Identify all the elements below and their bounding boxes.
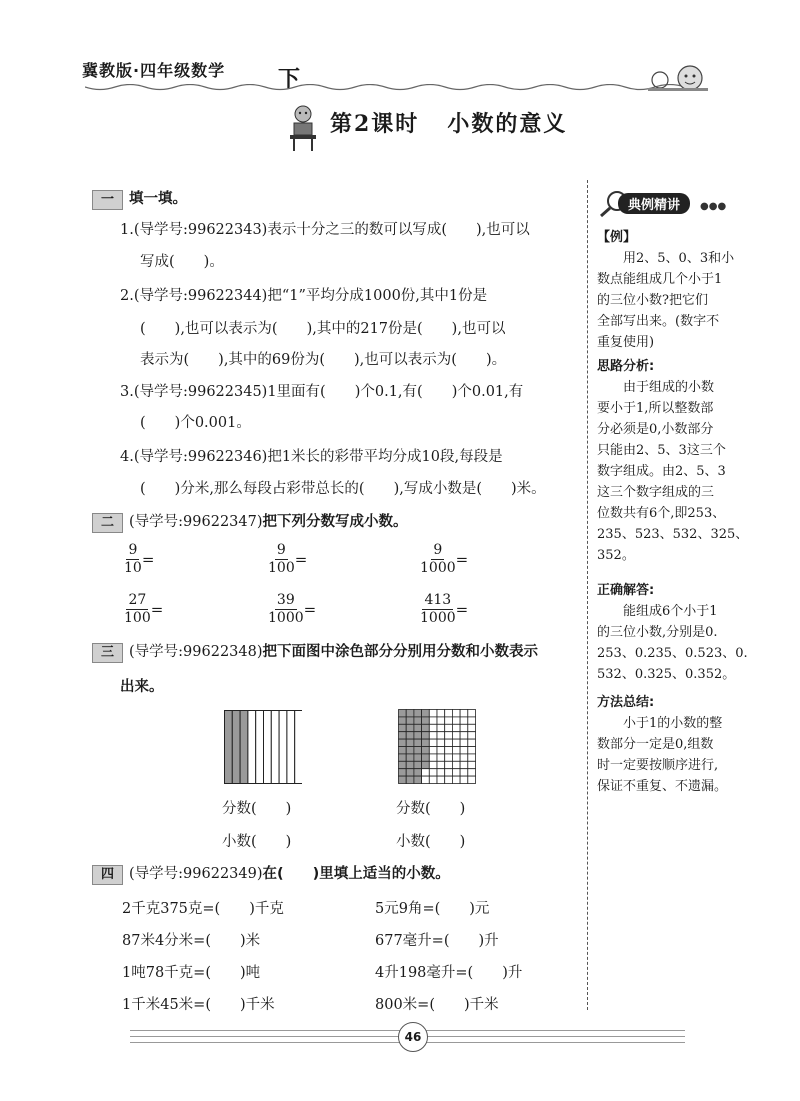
conversion-item: 4升198毫升=( )升 — [375, 965, 523, 981]
header-wave-line — [85, 84, 685, 94]
hundredth-cell — [452, 747, 460, 754]
conversion-item: 87米4分米=( )米 — [122, 933, 261, 949]
analysis-text: 由于组成的小数 要小于1,所以整数部 分必须是0,小数部分 只能由2、5、3这三个 数字组成。由2、5、3 这三个数字组成的三 位数共有6个,即253、 235、523、532、325、 352。 — [597, 380, 749, 563]
section3-title-line1: 把下面图中涂色部分分别用分数和小数表示 — [262, 644, 539, 660]
section1-label: 一 — [92, 190, 123, 210]
hundredth-cell — [445, 710, 453, 717]
left-decimal-blank: 小数( ) — [222, 834, 292, 850]
hundredth-cell — [437, 776, 445, 783]
answer-text: 能组成6个小于1 的三位小数,分别是0. 253、0.235、0.523、0. 532、0.325、0.352。 — [597, 604, 748, 682]
q3-line1: 3.(导学号:99622345)1里面有( )个0.1,有( )个0.01,有 — [120, 384, 524, 400]
hundredth-cell — [468, 761, 476, 768]
shaded-hundredth — [399, 710, 407, 717]
shaded-hundredth — [406, 717, 414, 724]
shaded-hundredth — [414, 754, 422, 761]
shaded-hundredth — [399, 761, 407, 768]
hundredth-cell — [460, 776, 468, 783]
column-divider — [587, 180, 588, 1010]
shaded-hundredth — [414, 732, 422, 739]
hundredth-cell — [468, 739, 476, 746]
tenth-strip — [295, 711, 302, 784]
q1-line1: 1.(导学号:99622343)表示十分之三的数可以写成( ),也可以 — [120, 222, 530, 238]
shaded-hundredth — [399, 747, 407, 754]
shaded-tenth — [225, 711, 233, 784]
shaded-hundredth — [422, 717, 430, 724]
book-label: 冀教版·四年级数学 — [82, 61, 226, 80]
section4-label: 四 — [92, 865, 123, 885]
tenth-strip — [264, 711, 272, 784]
hundredth-cell — [429, 724, 437, 731]
q2-line1: 2.(导学号:99622344)把“1”平均分成1000份,其中1份是 — [120, 288, 488, 304]
shaded-hundredth — [422, 761, 430, 768]
hundredth-cell — [468, 717, 476, 724]
q4-line2: ( )分米,那么每段占彩带总长的( ),写成小数是( )米。 — [140, 481, 546, 497]
shaded-hundredth — [422, 754, 430, 761]
hundredth-cell — [437, 717, 445, 724]
q4-line1: 4.(导学号:99622346)把1米长的彩带平均分成10段,每段是 — [120, 449, 503, 465]
hundredth-cell — [445, 724, 453, 731]
hundredth-cell — [429, 739, 437, 746]
hundredth-cell — [468, 724, 476, 731]
section3-label: 三 — [92, 643, 123, 663]
section4-title: 在( )里填上适当的小数。 — [262, 866, 450, 882]
hundredth-cell — [422, 776, 430, 783]
section4-prefix: (导学号:99622349) — [129, 866, 263, 882]
hundredth-cell — [468, 769, 476, 776]
fraction-item: $\frac{9}{10}$ = — [124, 542, 155, 576]
shaded-tenth — [232, 711, 240, 784]
shaded-hundredth — [414, 776, 422, 783]
hundredth-cell — [437, 710, 445, 717]
tenth-strip — [271, 711, 279, 784]
analysis-title: 思路分析: — [597, 359, 655, 374]
hundredth-cell — [468, 747, 476, 754]
shaded-hundredth — [406, 769, 414, 776]
badge-dots-icon: ●●● — [700, 201, 727, 212]
shaded-hundredth — [414, 710, 422, 717]
hundredth-cell — [452, 717, 460, 724]
section3-heading — [92, 640, 538, 663]
hundredth-cell — [452, 739, 460, 746]
hundredth-cell — [460, 710, 468, 717]
hundredth-cell — [468, 776, 476, 783]
hundredth-cell — [445, 732, 453, 739]
tenth-strip — [287, 711, 295, 784]
shaded-hundredth — [399, 717, 407, 724]
hundredth-cell — [452, 710, 460, 717]
lesson-number: 第2课时 — [330, 111, 420, 137]
page-number: 46 — [398, 1022, 428, 1052]
fraction-item: $\frac{413}{1000}$ = — [420, 592, 469, 626]
example-text: 用2、5、0、3和小 数点能组成几个小于1 的三位小数?把它们 全部写出来。(数字不 重复使用) — [597, 251, 735, 350]
hundredth-cell — [468, 754, 476, 761]
shaded-hundredth — [399, 769, 407, 776]
hundredth-cell — [437, 754, 445, 761]
shaded-hundredth — [399, 739, 407, 746]
header-kids-icon — [640, 58, 712, 98]
hundredth-cell — [437, 739, 445, 746]
hundredth-cell — [445, 769, 453, 776]
shaded-hundredth — [406, 710, 414, 717]
section4-heading — [92, 862, 450, 885]
hundredth-cell — [460, 747, 468, 754]
shaded-hundredth — [399, 724, 407, 731]
section1-heading — [92, 187, 187, 210]
sidebar-badge: 典例精讲 — [618, 193, 690, 214]
lesson-topic: 小数的意义 — [447, 111, 568, 137]
hundredth-cell — [445, 747, 453, 754]
tenth-strip — [248, 711, 256, 784]
section2-label: 二 — [92, 513, 123, 533]
fraction-item: $\frac{39}{1000}$ = — [268, 592, 317, 626]
conversion-item: 800米=( )千米 — [375, 997, 499, 1013]
hundredth-cell — [429, 754, 437, 761]
conversion-item: 1吨78千克=( )吨 — [122, 965, 261, 981]
shaded-hundredth — [422, 747, 430, 754]
conversion-item: 677毫升=( )升 — [375, 933, 499, 949]
hundredth-cell — [460, 732, 468, 739]
section2-title: 把下列分数写成小数。 — [262, 514, 408, 530]
section1-title: 填一填。 — [129, 191, 188, 207]
hundredth-cell — [452, 761, 460, 768]
shaded-hundredth — [406, 761, 414, 768]
shaded-hundredth — [399, 732, 407, 739]
shaded-hundredth — [406, 732, 414, 739]
tenths-diagram — [224, 710, 302, 784]
hundredth-cell — [429, 769, 437, 776]
hundredth-cell — [445, 776, 453, 783]
hundredth-cell — [437, 761, 445, 768]
hundredth-cell — [437, 732, 445, 739]
hundredth-cell — [460, 739, 468, 746]
q2-line2: ( ),也可以表示为( ),其中的217份是( ),也可以 — [140, 321, 506, 337]
shaded-hundredth — [399, 754, 407, 761]
hundredth-cell — [437, 769, 445, 776]
shaded-hundredth — [414, 717, 422, 724]
right-decimal-blank: 小数( ) — [396, 834, 466, 850]
shaded-hundredth — [406, 747, 414, 754]
lesson-title — [330, 107, 567, 138]
student-at-desk-icon — [288, 103, 318, 153]
shaded-hundredth — [406, 776, 414, 783]
left-fraction-blank: 分数( ) — [222, 801, 292, 817]
fraction-item: $\frac{9}{1000}$ = — [420, 542, 469, 576]
tenth-strip — [279, 711, 287, 784]
hundredth-cell — [460, 724, 468, 731]
hundredth-cell — [445, 739, 453, 746]
example-tag: 【例】 — [597, 230, 637, 245]
shaded-hundredth — [422, 724, 430, 731]
volume-label: 下 — [278, 67, 301, 92]
fraction-item: $\frac{9}{100}$ = — [268, 542, 308, 576]
shaded-tenth — [240, 711, 248, 784]
q2-line3: 表示为( ),其中的69份为( ),也可以表示为( )。 — [140, 352, 507, 368]
shaded-hundredth — [414, 761, 422, 768]
hundredth-cell — [460, 769, 468, 776]
hundredth-cell — [445, 754, 453, 761]
right-fraction-blank: 分数( ) — [396, 801, 466, 817]
section3-prefix: (导学号:99622348) — [129, 644, 263, 660]
shaded-hundredth — [422, 739, 430, 746]
shaded-hundredth — [406, 724, 414, 731]
hundredth-cell — [429, 732, 437, 739]
shaded-hundredth — [414, 739, 422, 746]
method-title: 方法总结: — [597, 695, 655, 710]
hundredth-cell — [452, 732, 460, 739]
hundredth-cell — [445, 717, 453, 724]
hundredth-cell — [460, 754, 468, 761]
hundredth-cell — [422, 769, 430, 776]
shaded-hundredth — [406, 739, 414, 746]
method-text: 小于1的小数的整 数部分一定是0,组数 时一定要按顺序进行, 保证不重复、不遗漏。 — [597, 716, 728, 794]
hundredth-cell — [452, 776, 460, 783]
tenth-strip — [256, 711, 264, 784]
shaded-hundredth — [422, 710, 430, 717]
shaded-hundredth — [422, 732, 430, 739]
hundredth-cell — [445, 761, 453, 768]
section2-heading — [92, 510, 408, 533]
conversion-item: 2千克375克=( )千克 — [122, 901, 284, 917]
answer-title: 正确解答: — [597, 583, 655, 598]
hundredth-cell — [429, 710, 437, 717]
section3-title-line2: 出来。 — [120, 679, 164, 695]
hundredth-cell — [452, 724, 460, 731]
fraction-item: $\frac{27}{100}$ = — [124, 592, 164, 626]
shaded-hundredth — [414, 724, 422, 731]
hundredth-cell — [429, 776, 437, 783]
section2-prefix: (导学号:99622347) — [129, 514, 263, 530]
hundredth-cell — [437, 724, 445, 731]
hundredths-diagram — [398, 709, 476, 784]
shaded-hundredth — [406, 754, 414, 761]
hundredth-cell — [468, 732, 476, 739]
conversion-item: 5元9角=( )元 — [375, 901, 490, 917]
hundredth-cell — [429, 717, 437, 724]
hundredth-cell — [460, 761, 468, 768]
hundredth-cell — [429, 761, 437, 768]
hundredth-cell — [429, 747, 437, 754]
hundredth-cell — [452, 769, 460, 776]
shaded-hundredth — [399, 776, 407, 783]
hundredth-cell — [460, 717, 468, 724]
q3-line2: ( )个0.001。 — [140, 415, 251, 431]
hundredth-cell — [452, 754, 460, 761]
hundredth-cell — [437, 747, 445, 754]
q1-line2: 写成( )。 — [140, 254, 224, 270]
conversion-item: 1千米45米=( )千米 — [122, 997, 275, 1013]
shaded-hundredth — [414, 769, 422, 776]
hundredth-cell — [468, 710, 476, 717]
shaded-hundredth — [414, 747, 422, 754]
